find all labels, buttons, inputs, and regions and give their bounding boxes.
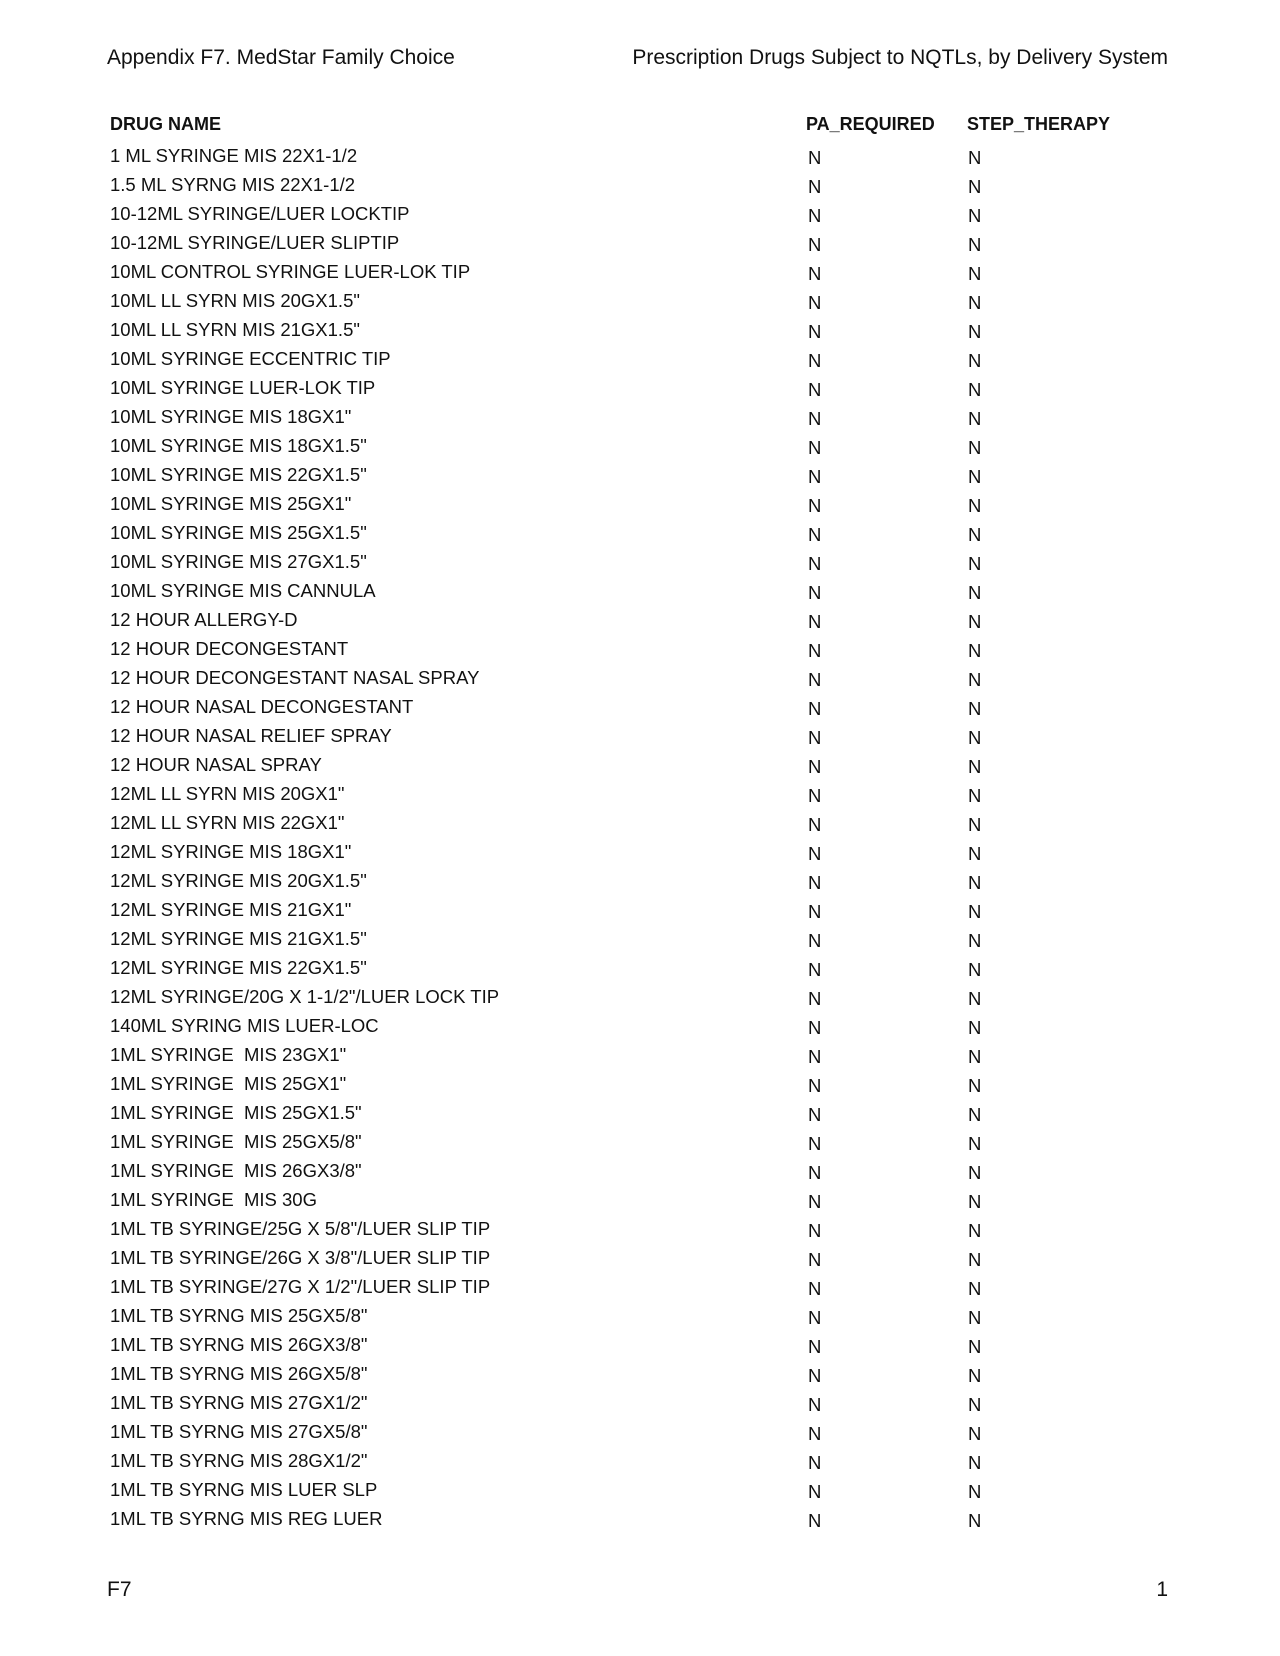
step-therapy-cell: N (968, 466, 982, 487)
pa-required-cell: N (808, 843, 822, 864)
pa-required-cell: N (808, 147, 822, 168)
pa-required-cell: N (808, 1510, 822, 1531)
step-therapy-cell: N (968, 1075, 982, 1096)
step-therapy-cell: N (968, 1307, 982, 1328)
table-row (110, 1389, 1110, 1418)
step-therapy-cell: N (968, 1162, 982, 1183)
step-therapy-cell: N (968, 176, 982, 197)
drug-name-cell: 1ML TB SYRNG MIS 28GX1/2" (110, 1450, 368, 1471)
drug-name-cell: 10ML CONTROL SYRINGE LUER-LOK TIP (110, 261, 471, 282)
table-row (110, 1476, 1110, 1505)
table-row (110, 751, 1110, 780)
step-therapy-cell: N (968, 553, 982, 574)
pa-required-cell: N (808, 1423, 822, 1444)
page-header (107, 46, 1168, 76)
table-row (110, 722, 1110, 751)
drug-name-cell: 12 HOUR NASAL DECONGESTANT (110, 696, 414, 717)
table-row (110, 548, 1110, 577)
pa-required-cell: N (808, 1162, 822, 1183)
drug-name-cell: 12ML SYRINGE MIS 22GX1.5" (110, 957, 367, 978)
drug-name-cell: 1ML TB SYRNG MIS 27GX5/8" (110, 1421, 368, 1442)
pa-required-cell: N (808, 1452, 822, 1473)
table-row (110, 316, 1110, 345)
drug-name-cell: 10ML LL SYRN MIS 20GX1.5" (110, 290, 360, 311)
table-row (110, 1244, 1110, 1273)
pa-required-cell: N (808, 1220, 822, 1241)
step-therapy-cell: N (968, 640, 982, 661)
pa-required-cell: N (808, 379, 822, 400)
step-therapy-cell: N (968, 698, 982, 719)
drug-name-cell: 12ML SYRINGE/20G X 1-1/2"/LUER LOCK TIP (110, 986, 500, 1007)
pa-required-cell: N (808, 524, 822, 545)
pa-required-cell: N (808, 1365, 822, 1386)
drug-name-cell: 1ML TB SYRINGE/26G X 3/8"/LUER SLIP TIP (110, 1247, 491, 1268)
pa-required-cell: N (808, 1075, 822, 1096)
table-row (110, 1012, 1110, 1041)
pa-required-cell: N (808, 1104, 822, 1125)
pa-required-cell: N (808, 582, 822, 603)
pa-required-cell: N (808, 234, 822, 255)
page-number: 1 (1156, 1578, 1168, 1601)
drug-name-cell: 1ML SYRINGE MIS 26GX3/8" (110, 1160, 362, 1181)
drug-name-cell: 1.5 ML SYRNG MIS 22X1-1/2 (110, 174, 356, 195)
drug-name-cell: 10ML SYRINGE MIS 27GX1.5" (110, 551, 367, 572)
table-row (110, 838, 1110, 867)
pa-required-cell: N (808, 205, 822, 226)
pa-required-cell: N (808, 408, 822, 429)
drug-name-cell: 12ML LL SYRN MIS 22GX1" (110, 812, 345, 833)
step-therapy-cell: N (968, 1133, 982, 1154)
table-row (110, 983, 1110, 1012)
drug-table (110, 112, 1110, 1534)
step-therapy-cell: N (968, 205, 982, 226)
drug-name-cell: 10ML SYRINGE MIS 18GX1" (110, 406, 352, 427)
table-body (110, 142, 1110, 1534)
step-therapy-cell: N (968, 321, 982, 342)
step-therapy-cell: N (968, 1423, 982, 1444)
table-row (110, 1273, 1110, 1302)
drug-name-cell: 1ML TB SYRNG MIS 27GX1/2" (110, 1392, 368, 1413)
pa-required-cell: N (808, 901, 822, 922)
step-therapy-cell: N (968, 1249, 982, 1270)
pa-required-cell: N (808, 640, 822, 661)
drug-name-cell: 12ML SYRINGE MIS 21GX1.5" (110, 928, 367, 949)
pa-required-cell: N (808, 263, 822, 284)
step-therapy-cell: N (968, 234, 982, 255)
drug-name-cell: 12ML SYRINGE MIS 21GX1" (110, 899, 352, 920)
table-row (110, 1157, 1110, 1186)
table-row (110, 780, 1110, 809)
step-therapy-cell: N (968, 756, 982, 777)
step-therapy-cell: N (968, 1481, 982, 1502)
step-therapy-cell: N (968, 1394, 982, 1415)
table-row (110, 142, 1110, 171)
table-row (110, 954, 1110, 983)
drug-name-cell: 1 ML SYRINGE MIS 22X1-1/2 (110, 145, 358, 166)
drug-name-cell: 12 HOUR ALLERGY-D (110, 609, 298, 630)
step-therapy-cell: N (968, 611, 982, 632)
step-therapy-cell: N (968, 1220, 982, 1241)
drug-name-cell: 12ML SYRINGE MIS 20GX1.5" (110, 870, 367, 891)
table-row (110, 1447, 1110, 1476)
header-right-title: Prescription Drugs Subject to NQTLs, by Delivery System (632, 46, 1168, 69)
column-header-drug-name: DRUG NAME (110, 114, 221, 134)
step-therapy-cell: N (968, 1510, 982, 1531)
table-row (110, 1505, 1110, 1534)
drug-name-cell: 1ML TB SYRNG MIS LUER SLP (110, 1479, 378, 1500)
table-row (110, 374, 1110, 403)
step-therapy-cell: N (968, 524, 982, 545)
drug-name-cell: 1ML TB SYRNG MIS 26GX5/8" (110, 1363, 368, 1384)
drug-name-cell: 1ML TB SYRINGE/27G X 1/2"/LUER SLIP TIP (110, 1276, 491, 1297)
table-row (110, 693, 1110, 722)
table-row (110, 1041, 1110, 1070)
pa-required-cell: N (808, 959, 822, 980)
step-therapy-cell: N (968, 814, 982, 835)
pa-required-cell: N (808, 930, 822, 951)
table-header-row (110, 112, 1110, 142)
pa-required-cell: N (808, 1017, 822, 1038)
pa-required-cell: N (808, 1191, 822, 1212)
table-row (110, 519, 1110, 548)
step-therapy-cell: N (968, 1017, 982, 1038)
drug-name-cell: 12 HOUR NASAL SPRAY (110, 754, 322, 775)
drug-name-cell: 12ML LL SYRN MIS 20GX1" (110, 783, 345, 804)
pa-required-cell: N (808, 727, 822, 748)
step-therapy-cell: N (968, 785, 982, 806)
table-row (110, 809, 1110, 838)
pa-required-cell: N (808, 988, 822, 1009)
table-row (110, 171, 1110, 200)
table-row (110, 1360, 1110, 1389)
table-row (110, 490, 1110, 519)
pa-required-cell: N (808, 292, 822, 313)
pa-required-cell: N (808, 785, 822, 806)
drug-name-cell: 10ML SYRINGE MIS CANNULA (110, 580, 376, 601)
pa-required-cell: N (808, 1336, 822, 1357)
step-therapy-cell: N (968, 872, 982, 893)
pa-required-cell: N (808, 1307, 822, 1328)
column-header-pa-required: PA_REQUIRED (806, 114, 935, 134)
step-therapy-cell: N (968, 727, 982, 748)
step-therapy-cell: N (968, 669, 982, 690)
drug-name-cell: 12 HOUR DECONGESTANT NASAL SPRAY (110, 667, 480, 688)
drug-name-cell: 10-12ML SYRINGE/LUER SLIPTIP (110, 232, 400, 253)
step-therapy-cell: N (968, 1365, 982, 1386)
table-row (110, 200, 1110, 229)
step-therapy-cell: N (968, 1278, 982, 1299)
table-row (110, 229, 1110, 258)
pa-required-cell: N (808, 669, 822, 690)
step-therapy-cell: N (968, 147, 982, 168)
pa-required-cell: N (808, 611, 822, 632)
step-therapy-cell: N (968, 1336, 982, 1357)
drug-name-cell: 10ML LL SYRN MIS 21GX1.5" (110, 319, 360, 340)
column-header-step-therapy: STEP_THERAPY (967, 114, 1111, 134)
page-footer (107, 1578, 1168, 1608)
step-therapy-cell: N (968, 582, 982, 603)
step-therapy-cell: N (968, 1191, 982, 1212)
table-row (110, 258, 1110, 287)
table-row (110, 1302, 1110, 1331)
table-row (110, 1418, 1110, 1447)
step-therapy-cell: N (968, 843, 982, 864)
step-therapy-cell: N (968, 930, 982, 951)
drug-name-cell: 1ML TB SYRINGE/25G X 5/8"/LUER SLIP TIP (110, 1218, 491, 1239)
footer-appendix-label: F7 (107, 1578, 132, 1601)
drug-name-cell: 1ML TB SYRNG MIS REG LUER (110, 1508, 383, 1529)
table-row (110, 635, 1110, 664)
pa-required-cell: N (808, 1133, 822, 1154)
step-therapy-cell: N (968, 1104, 982, 1125)
drug-name-cell: 10ML SYRINGE MIS 22GX1.5" (110, 464, 367, 485)
drug-name-cell: 10-12ML SYRINGE/LUER LOCKTIP (110, 203, 410, 224)
table-row (110, 432, 1110, 461)
header-left-title: Appendix F7. MedStar Family Choice (107, 46, 455, 69)
table-row (110, 1186, 1110, 1215)
drug-name-cell: 1ML TB SYRNG MIS 26GX3/8" (110, 1334, 368, 1355)
step-therapy-cell: N (968, 1452, 982, 1473)
step-therapy-cell: N (968, 292, 982, 313)
pa-required-cell: N (808, 872, 822, 893)
drug-name-cell: 1ML SYRINGE MIS 23GX1" (110, 1044, 347, 1065)
drug-name-cell: 1ML SYRINGE MIS 25GX5/8" (110, 1131, 362, 1152)
drug-name-cell: 1ML SYRINGE MIS 30G (110, 1189, 317, 1210)
drug-name-cell: 140ML SYRING MIS LUER-LOC (110, 1015, 379, 1036)
drug-name-cell: 1ML SYRINGE MIS 25GX1" (110, 1073, 347, 1094)
drug-name-cell: 12ML SYRINGE MIS 18GX1" (110, 841, 352, 862)
table-row (110, 1215, 1110, 1244)
step-therapy-cell: N (968, 350, 982, 371)
table-row (110, 867, 1110, 896)
drug-name-cell: 10ML SYRINGE ECCENTRIC TIP (110, 348, 391, 369)
pa-required-cell: N (808, 1278, 822, 1299)
table-row (110, 896, 1110, 925)
drug-name-cell: 1ML SYRINGE MIS 25GX1.5" (110, 1102, 362, 1123)
drug-name-cell: 1ML TB SYRNG MIS 25GX5/8" (110, 1305, 368, 1326)
step-therapy-cell: N (968, 379, 982, 400)
step-therapy-cell: N (968, 959, 982, 980)
pa-required-cell: N (808, 553, 822, 574)
table-row (110, 287, 1110, 316)
pa-required-cell: N (808, 321, 822, 342)
pa-required-cell: N (808, 466, 822, 487)
pa-required-cell: N (808, 1249, 822, 1270)
drug-name-cell: 10ML SYRINGE MIS 25GX1.5" (110, 522, 367, 543)
step-therapy-cell: N (968, 408, 982, 429)
pa-required-cell: N (808, 1394, 822, 1415)
pa-required-cell: N (808, 176, 822, 197)
step-therapy-cell: N (968, 1046, 982, 1067)
table-row (110, 664, 1110, 693)
step-therapy-cell: N (968, 988, 982, 1009)
step-therapy-cell: N (968, 495, 982, 516)
table-row (110, 1070, 1110, 1099)
pa-required-cell: N (808, 814, 822, 835)
table-row (110, 403, 1110, 432)
pa-required-cell: N (808, 1481, 822, 1502)
table-row (110, 1331, 1110, 1360)
table-row (110, 1128, 1110, 1157)
step-therapy-cell: N (968, 263, 982, 284)
table-row (110, 345, 1110, 374)
table-row (110, 925, 1110, 954)
drug-name-cell: 12 HOUR DECONGESTANT (110, 638, 349, 659)
step-therapy-cell: N (968, 437, 982, 458)
drug-name-cell: 10ML SYRINGE MIS 25GX1" (110, 493, 352, 514)
pa-required-cell: N (808, 495, 822, 516)
drug-name-cell: 10ML SYRINGE LUER-LOK TIP (110, 377, 376, 398)
pa-required-cell: N (808, 698, 822, 719)
pa-required-cell: N (808, 350, 822, 371)
pa-required-cell: N (808, 437, 822, 458)
table-row (110, 577, 1110, 606)
table-row (110, 461, 1110, 490)
table-row (110, 606, 1110, 635)
drug-name-cell: 10ML SYRINGE MIS 18GX1.5" (110, 435, 367, 456)
drug-name-cell: 12 HOUR NASAL RELIEF SPRAY (110, 725, 392, 746)
step-therapy-cell: N (968, 901, 982, 922)
pa-required-cell: N (808, 756, 822, 777)
pa-required-cell: N (808, 1046, 822, 1067)
table-row (110, 1099, 1110, 1128)
